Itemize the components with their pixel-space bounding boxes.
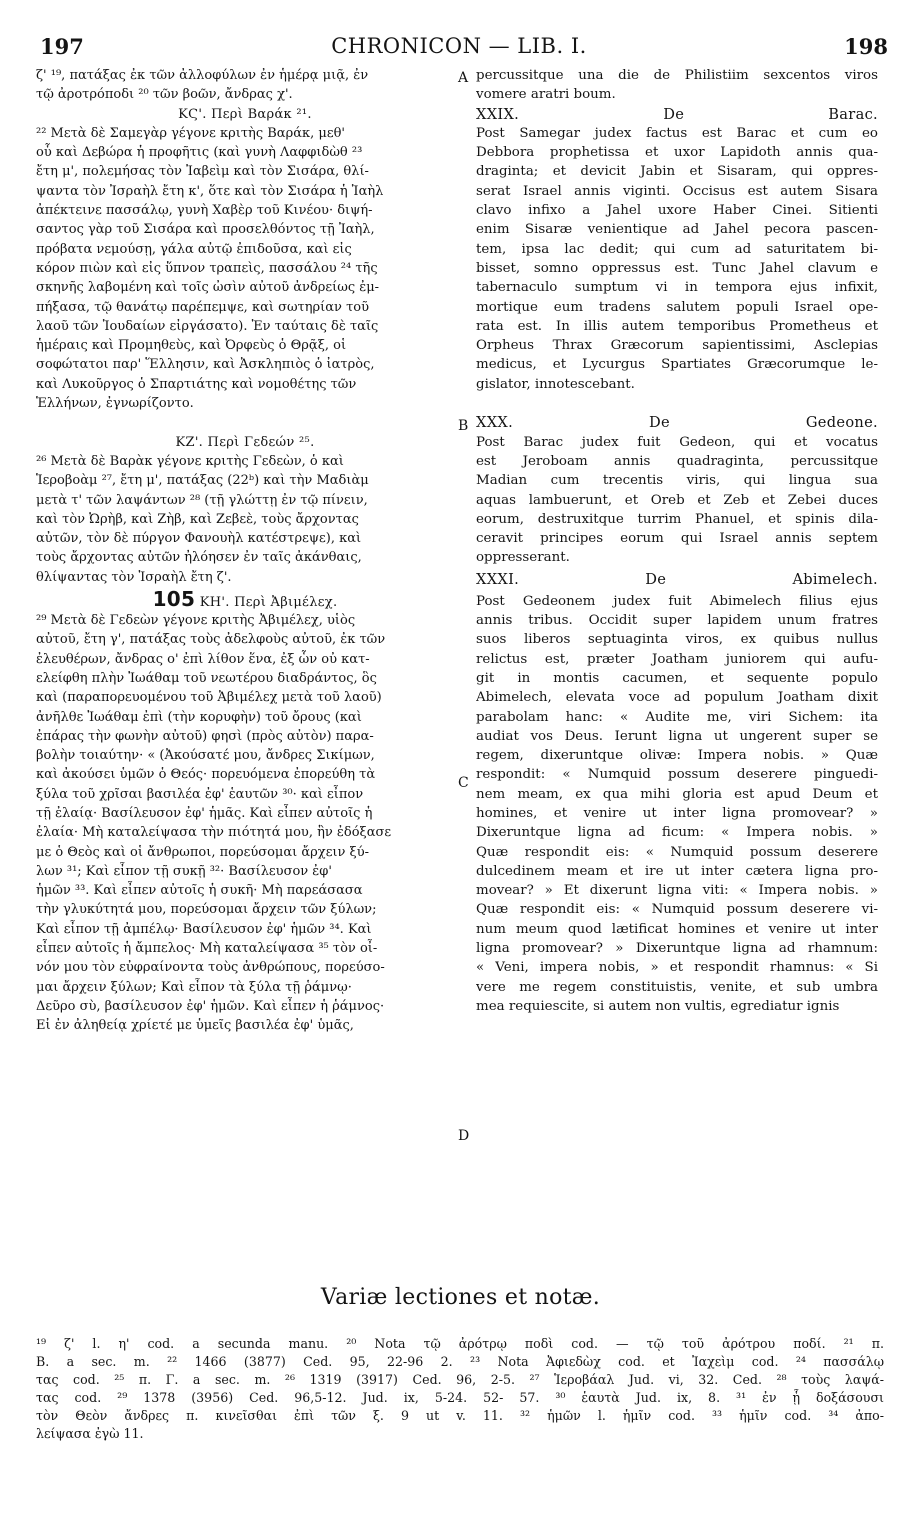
latin-chapter-barac-text-line: medicus, et Lycurgus Spartiates Græcorumque le- (476, 357, 878, 373)
latin-chapter-abimelech-text-line: dulcedinem meam et ire ut inter cætera ligna pro- (476, 863, 878, 879)
greek-chapter-barac-text-line: καὶ Λυκοῦργος ὁ Σπαρτιάτης καὶ νομοθέτης τῶν (36, 376, 357, 392)
latin-chapter-barac-text-line: Orpheus Thrax Græcorum sapientissimi, Asclepias (476, 338, 878, 354)
latin-chapter-abimelech-text-line: parabolam hanc: « Audite me, viri Sichem: ita (476, 709, 878, 725)
greek-chapter-abimelech-text-line: ἐπάρας τὴν φωνὴν αὐτοῦ) φησὶ (πρὸς αὐτὸν) παρα- (36, 728, 374, 744)
latin-column (476, 66, 878, 1016)
running-title: CHRONICON — LIB. I. (331, 34, 587, 58)
latin-chapter-barac-text-line: draginta; et devicit Jabin et Sisaram, qui oppres- (476, 164, 878, 180)
notes-block-line: τας cod. ²⁹ 1378 (3956) Ced. 96,5-12. Jud. ix, 5-24. 52- 57. ³⁰ ἑαυτὰ Jud. ix, 8. ³¹ ἐν ᾗ δοξάσουσι (36, 1390, 884, 1405)
notes-block-line: B. a sec. m. ²² 1466 (3877) Ced. 95, 22-96 2. ²³ Nota Ἀφιεδὼχ cod. et Ἰαχεὶμ cod. ²⁴ πασσάλῳ (36, 1354, 884, 1369)
greek-chapter-gedeon-text-line: καὶ τὸν Ὠρὴβ, καὶ Ζὴβ, καὶ Ζεβεὲ, τοὺς ἄρχοντας (36, 511, 359, 527)
latin-chapter-gedeon-text-line: oppresserant. (476, 550, 570, 566)
latin-chapter-gedeon-text-line: aquas lambuerunt, et Oreb et Zeb et Zebei duces (476, 492, 878, 508)
greek-chapter-barac-text-line: Ἑλλήνων, ἐγνωρίζοντο. (36, 396, 194, 412)
margin-letter-a: A (458, 70, 469, 86)
latin-top-line: vomere aratri boum. (476, 87, 616, 103)
greek-chapter-abimelech-text-line: Καὶ εἶπον τῇ ἀμπέλῳ· Βασίλευσον ἐφ' ἡμῶν ³⁴. Καὶ (36, 921, 372, 937)
greek-top (36, 66, 454, 105)
latin-chapter-gedeon-text (476, 433, 878, 568)
greek-chapter-gedeon-heading: ΚΖ'. Περὶ Γεδεών ²⁵. (175, 434, 315, 450)
greek-chapter-gedeon-text-line: θλίψαντας τὸν Ἰσραὴλ ἔτη ζ'. (36, 569, 232, 585)
latin-chapter-gedeon-text-line: eorum, destruxitque turrim Phanuel, et spinis dila- (476, 511, 878, 527)
latin-chapter-abimelech-text-line: audiat vos Deus. Ierunt ligna ut ungerent super se (476, 728, 878, 744)
greek-chapter-abimelech-text-line: μαι ἄρχειν ξύλων; Καὶ εἶπον τὰ ξύλα τῇ ῥάμνῳ· (36, 979, 352, 995)
margin-letter-d: D (458, 1128, 470, 1144)
greek-chapter-barac-text-line: ἔτη μ', πολεμήσας τὸν Ἰαβεὶμ καὶ τὸν Σισάρα, θλί- (36, 164, 369, 180)
greek-chapter-gedeon-text-line: Ἱεροβοὰμ ²⁷, ἔτη μ', πατάξας (22ᵇ) καὶ τὴν Μαδιὰμ (36, 473, 369, 489)
greek-chapter-barac-text-line: ²² Μετὰ δὲ Σαμεγὰρ γέγονε κριτὴς Βαράκ, μεθ' (36, 125, 345, 141)
greek-chapter-gedeon-text-line: τοὺς ἄρχοντας αὐτῶν ἠλόησεν ἐν ταῖς ἀκάνθαις, (36, 550, 362, 566)
greek-chapter-barac-text-line: σοφώτατοι παρ' Ἕλλησιν, καὶ Ἀσκληπιὸς ὁ ἰατρὸς, (36, 357, 375, 373)
greek-chapter-abimelech-text-line: αὐτοῦ, ἔτη γ', πατάξας τοὺς ἀδελφοὺς αὐτοῦ, ἐκ τῶν (36, 632, 386, 648)
latin-chapter-barac-text-line: enim Sisaræ venientique ad Jahel pecora pascen- (476, 222, 878, 238)
notes-block-line: τὸν Θεὸν ἄνδρες π. κινεῖσθαι ἐπὶ τῶν ξ. 9 ut v. 11. ³² ἡμῶν l. ἡμῖν cod. ³³ ἡμῖν cod. ³⁴ ἀπο- (36, 1408, 884, 1423)
section-number: 105 (152, 587, 196, 612)
greek-chapter-barac-text-line: πήξασα, τῷ θανάτῳ παρέπεμψε, καὶ σωτηρίαν τοῦ (36, 299, 370, 315)
latin-chapter-barac-text-line: Debbora prophetissa et uxor Lapidoth annis qua- (476, 145, 878, 161)
greek-chapter-abimelech-heading-row (36, 587, 454, 611)
greek-chapter-barac-text-line: λαοῦ τῶν Ἰουδαίων εἰργάσατο). Ἐν ταύταις δὲ ταῖς (36, 318, 379, 334)
greek-chapter-abimelech-text-line: ξύλα τοῦ χρῖσαι βασιλέα ἐφ' ἑαυτῶν ³⁰· καὶ εἶπον (36, 786, 364, 802)
greek-chapter-abimelech-heading: ΚΗ'. Περὶ Ἀβιμέλεχ. (199, 595, 338, 611)
latin-chapter-abimelech-text (476, 592, 878, 1017)
latin-chapter-abimelech-text-line: num meum quod lætificat homines et venire ut inter (476, 921, 878, 937)
greek-chapter-abimelech-text-line: καὶ (παραπορευομένου τοῦ Ἀβιμέλεχ μετὰ τοῦ λαοῦ) (36, 690, 382, 706)
notes-block-line: λείψασα ἐγὼ 11. (36, 1426, 144, 1441)
page-number-left: 197 (40, 34, 84, 59)
latin-chapter-abimelech-text-line: nem meam, ex qua mihi gloria est apud Deum et (476, 786, 878, 802)
greek-chapter-abimelech-text-line: νόν μου τὸν εὐφραίνοντα τοὺς ἀνθρώπους, πορεύσο- (36, 960, 385, 976)
greek-chapter-barac-text-line: σαντος γὰρ τοῦ Σισάρα καὶ προσελθόντος τῇ Ἰαὴλ, (36, 222, 375, 238)
greek-column (36, 66, 454, 1036)
latin-chapter-abimelech-text-line: suos liberos septuaginta viros, ex quibus nullus (476, 632, 878, 648)
latin-chapter-abimelech-text-line: mea requiescite, si autem non vultis, egrediatur ignis (476, 998, 840, 1014)
latin-chapter-abimelech-text-line: Dixeruntque ligna ad ficum: « Impera nobis. » (476, 825, 878, 841)
greek-chapter-abimelech-text-line: λων ³¹; Καὶ εἶπον τῇ συκῇ ³²· Βασίλευσον ἐφ' (36, 863, 332, 879)
notes-block-line: ¹⁹ ζ' l. η' cod. a secunda manu. ²⁰ Nota τῷ ἀρότρῳ ποδὶ cod. — τῷ τοῦ ἀρότρου ποδί. ²¹ π. (36, 1336, 884, 1351)
greek-chapter-barac-text-line: ψαντα τὸν Ἰσραὴλ ἔτη κ', ὅτε καὶ τὸν Σισάρα ἡ Ἰαὴλ (36, 183, 384, 199)
latin-chapter-gedeon-text-line: est Jeroboam annis quadraginta, percussitque (476, 453, 878, 469)
latin-chapter-barac-text-line: tabernaculo sumptum vi in tempora ejus infixit, (476, 280, 878, 296)
latin-top-line: percussitque una die de Philistiim sexcentos viros (476, 68, 878, 83)
greek-chapter-barac-text-line: ἡμέραις καὶ Προμηθεὺς, καὶ Ὀρφεὺς ὁ Θρᾷξ, οἱ (36, 338, 347, 354)
latin-chapter-barac-text (476, 124, 878, 394)
greek-chapter-abimelech-text-line: τῇ ἐλαίᾳ· Βασίλευσον ἐφ' ἡμᾶς. Καὶ εἶπεν αὐτοῖς ἡ (36, 805, 373, 821)
greek-chapter-abimelech-text-line: Εἰ ἐν ἀληθείᾳ χρίετέ με ὑμεῖς βασιλέα ἐφ' ὑμᾶς, (36, 1018, 354, 1034)
latin-chapter-abimelech-text-line: Abimelech, elevata voce ad populum Joatham dixit (476, 690, 878, 706)
latin-chapter-abimelech-text-line: Quæ respondit eis: « Numquid possum deserere (476, 844, 878, 860)
greek-chapter-gedeon-text-line: μετὰ τ' τῶν λαψάντων ²⁸ (τῇ γλώττῃ ἐν τῷ πίνειν, (36, 492, 368, 508)
latin-chapter-abimelech-text-line: homines, et venire ut inter ligna promovear? » (476, 805, 878, 821)
notes-block-line: τας cod. ²⁵ π. Γ. a sec. m. ²⁶ 1319 (3917) Ced. 96, 2-5. ²⁷ Ἱεροβάαλ Jud. vi, 32. Ced. ²⁸ τοὺς λαψά- (36, 1372, 884, 1387)
greek-chapter-abimelech-text-line: ελείφθη πλὴν Ἰωάθαμ τοῦ νεωτέρου διαδράντος, ὃς (36, 670, 377, 686)
greek-chapter-abimelech-text-line: εἶπεν αὐτοῖς ἡ ἄμπελος· Μὴ καταλείψασα ³⁵ τὸν οἶ- (36, 941, 378, 957)
greek-chapter-abimelech-text-line: τὴν γλυκύτητά μου, πορεύσομαι ἄρχειν τῶν ξύλων; (36, 902, 377, 918)
margin-letter-b: B (458, 418, 469, 434)
greek-chapter-gedeon-text-line: αὐτῶν, τὸν δὲ πύργον Φανουὴλ κατέστρεψε), καὶ (36, 531, 362, 547)
latin-chapter-barac-text-line: tem, ipsa lac dedit; qui cum ad saturitatem bi- (476, 241, 878, 257)
greek-chapter-abimelech-text-line: βολὴν τοιαύτην· « (Ἀκούσατέ μου, ἄνδρες Σικίμων, (36, 748, 375, 764)
greek-chapter-barac-text-line: πρόβατα νεμούσῃ, γάλα αὐτῷ ἐπιδοῦσα, καὶ εἰς (36, 241, 352, 257)
latin-chapter-barac-heading: XXIX. De Barac. (476, 105, 878, 123)
latin-chapter-barac-text-line: Post Samegar judex factus est Barac et cum eo (476, 125, 878, 141)
latin-chapter-barac-text-line: serat Israel annis viginti. Occisus est autem Sisara (476, 183, 878, 199)
latin-chapter-abimelech-text-line: « Veni, impera nobis, » et respondit rhamnus: « Si (476, 960, 878, 976)
notes-block (36, 1335, 884, 1443)
page-number-right: 198 (844, 34, 888, 59)
latin-chapter-barac-text-line: rata est. In illis autem temporibus Prometheus et (476, 318, 878, 334)
greek-chapter-barac-text (36, 124, 454, 413)
latin-chapter-abimelech-text-line: movear? » Et dixerunt ligna viti: « Impera nobis. » (476, 883, 878, 899)
latin-chapter-barac-text-line: mortique eum tradens salutem populi Israel ope- (476, 299, 878, 315)
greek-chapter-barac-text-line: σκηνῆς λαβομένη καὶ τοῖς ὠσὶν αὐτοῦ ἀνδρείως ἐμ- (36, 280, 380, 296)
greek-chapter-abimelech-text-line: ἡμῶν ³³. Καὶ εἶπεν αὐτοῖς ἡ συκῆ· Μὴ παρεάσασα (36, 883, 363, 899)
greek-chapter-abimelech-text-line: καὶ ἀκούσει ὑμῶν ὁ Θεός· πορευόμενα ἐπορεύθη τὰ (36, 767, 376, 783)
latin-top (476, 66, 878, 105)
latin-chapter-abimelech-text-line: Quæ respondit eis: « Numquid possum deserere vi- (476, 902, 878, 918)
latin-chapter-abimelech-text-line: git in montis cacumen, et sequente populo (476, 670, 878, 686)
greek-chapter-barac-heading: ΚϚ'. Περὶ Βαράκ ²¹. (178, 106, 312, 122)
latin-chapter-barac-text-line: gislator, innotescebant. (476, 376, 635, 392)
greek-chapter-barac-text-line: ἀπέκτεινε πασσάλῳ, γυνὴ Χαβὲρ τοῦ Κινέου· διψή- (36, 203, 373, 219)
greek-chapter-abimelech-text-line: ἐλαία· Μὴ καταλείψασα τὴν πιότητά μου, ἣν ἐδόξασε (36, 825, 392, 841)
latin-chapter-gedeon-text-line: ceravit principes eorum qui Israel annis septem (476, 531, 878, 547)
latin-chapter-abimelech-text-line: respondit: « Numquid possum deserere pinguedi- (476, 767, 878, 783)
running-header (30, 30, 888, 60)
variae-lectiones-title: Variæ lectiones et notæ. (320, 1285, 601, 1310)
greek-chapter-abimelech-text (36, 611, 454, 1036)
latin-chapter-abimelech-heading: XXXI. De Abimelech. (476, 570, 878, 588)
greek-top-line: ζ' ¹⁹, πατάξας ἐκ τῶν ἀλλοφύλων ἐν ἡμέρᾳ μιᾷ, ἐν (36, 68, 369, 83)
latin-chapter-abimelech-text-line: Post Gedeonem judex fuit Abimelech filius ejus (476, 593, 878, 609)
latin-chapter-abimelech-text-line: regem, dixeruntque olivæ: Impera nobis. » Quæ (476, 748, 878, 764)
latin-chapter-abimelech-text-line: vere me regem constituistis, venite, et sub umbra (476, 979, 878, 995)
latin-chapter-gedeon-heading: XXX. De Gedeone. (476, 414, 878, 432)
greek-top-line: τῷ ἀροτρόποδι ²⁰ τῶν βοῶν, ἄνδρας χ'. (36, 87, 293, 103)
greek-chapter-abimelech-text-line: ἐλευθέρων, ἄνδρας ο' ἐπὶ λίθον ἕνα, ἐξ ὧν οὐ κατ- (36, 651, 370, 667)
greek-chapter-abimelech-text-line: ²⁹ Μετὰ δὲ Γεδεὼν γέγονε κριτὴς Ἀβιμέλεχ, υἱὸς (36, 613, 356, 629)
latin-chapter-abimelech-text-line: relictus est, præter Joatham juniorem qui aufu- (476, 651, 878, 667)
greek-chapter-abimelech-text-line: ἀνῆλθε Ἰωάθαμ ἐπὶ (τὴν κορυφὴν) τοῦ ὄρους (καὶ (36, 709, 362, 725)
margin-letter-c: C (458, 775, 469, 791)
latin-chapter-gedeon-text-line: Madian cum trecentis viris, qui lingua sua (476, 473, 878, 489)
latin-chapter-barac-text-line: bisset, somno oppressus est. Tunc Jahel clavum e (476, 260, 878, 276)
latin-chapter-abimelech-text-line: annis tribus. Occidit super lapidem unum fratres (476, 613, 878, 629)
greek-chapter-barac-text-line: κόρον πιὼν καὶ εἰς ὕπνον τραπεὶς, πασσάλου ²⁴ τῆς (36, 260, 378, 276)
greek-chapter-gedeon-text (36, 452, 454, 587)
greek-chapter-barac-text-line: οὗ καὶ Δεβώρα ἡ προφῆτις (καὶ γυνὴ Λαφφιδὼθ ²³ (36, 145, 363, 161)
greek-chapter-abimelech-text-line: Δεῦρο σὺ, βασίλευσον ἐφ' ἡμῶν. Καὶ εἶπεν ἡ ῥάμνος· (36, 998, 385, 1014)
latin-chapter-gedeon-text-line: Post Barac judex fuit Gedeon, qui et vocatus (476, 434, 878, 450)
latin-chapter-barac-text-line: clavo infixo a Jahel uxore Haber Cinei. Sitienti (476, 203, 878, 219)
greek-chapter-gedeon-text-line: ²⁶ Μετὰ δὲ Βαρὰκ γέγονε κριτὴς Γεδεὼν, ὁ καὶ (36, 453, 344, 469)
greek-chapter-abimelech-text-line: με ὁ Θεὸς καὶ οἱ ἄνθρωποι, πορεύσομαι ἄρχειν ξύ- (36, 844, 370, 860)
latin-chapter-abimelech-text-line: ligna promovear? » Dixeruntque ligna ad rhamnum: (476, 941, 878, 957)
